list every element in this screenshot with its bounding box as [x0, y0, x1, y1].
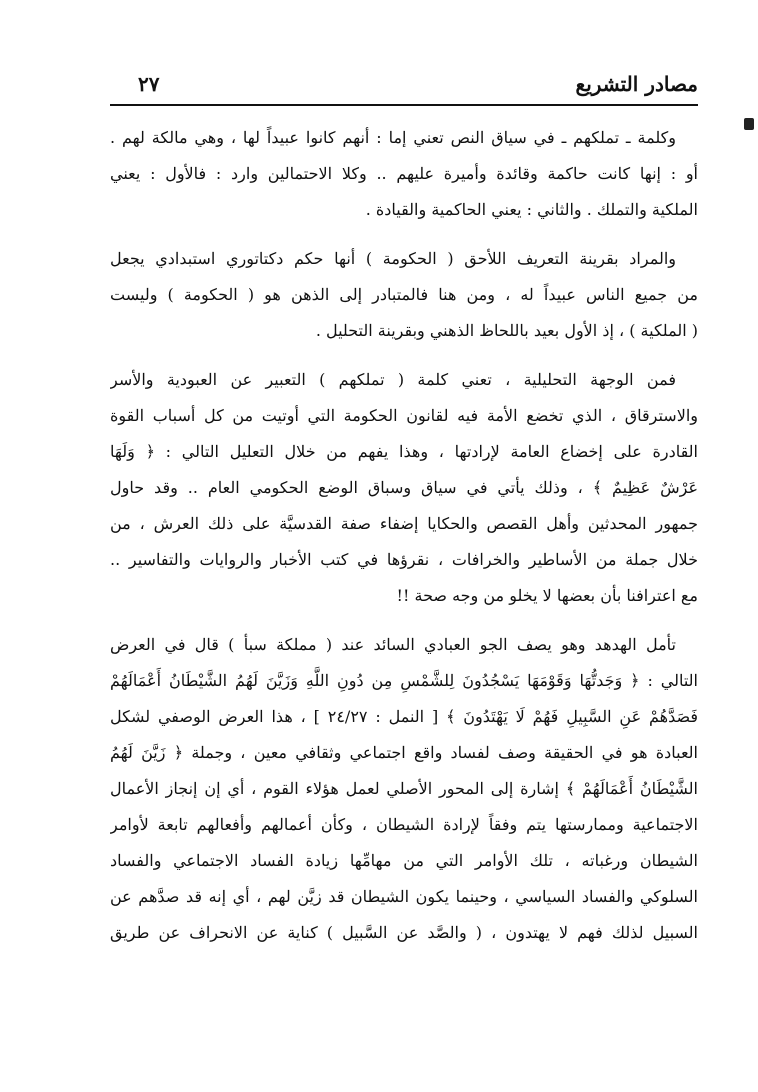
text-line: والاسترقاق ، الذي تخضع الأمة فيه لقانون الحكومة التي أوتيت من كل أسباب القوة	[110, 406, 698, 425]
text-line: ( الملكية ) ، إذ الأول بعيد باللحاظ الذهني وبقرينة التحليل .	[315, 321, 698, 340]
text-line: الشَّيْطَانُ أَعْمَالَهُمْ ﴾ إشارة إلى المحور الأصلي لعمل هؤلاء القوم ، أي إن إنجاز الأعمال	[110, 779, 698, 798]
text-line: مع اعترافنا بأن بعضها لا يخلو من وجه صحة !!	[396, 586, 698, 605]
text-line: الملكية والتملك . والثاني : يعني الحاكمية والقيادة .	[365, 200, 698, 219]
text-line: السلوكي والفساد السياسي ، وحينما يكون الشيطان قد زيَّن لهم ، أي إنه قد صدَّهم عن	[110, 887, 698, 906]
running-title: مصادر التشريع	[575, 72, 698, 96]
text-line: القادرة على إخضاع العامة لإرادتها ، وهذا يفهم من خلال التعليل التالي : ﴿ وَلَهَا	[110, 442, 698, 461]
text-line: التالي : ﴿ وَجَدتُّهَا وَقَوْمَهَا يَسْجُدُونَ لِلشَّمْسِ مِن دُونِ اللَّهِ وَزَيَّنَ لَهُمُ الشَّيْطَانُ أَعْمَالَهُمْ	[110, 671, 698, 690]
paragraph-2	[110, 241, 698, 349]
paragraph-1	[110, 120, 698, 228]
text-line: وكلمة ـ تملكهم ـ في سياق النص تعني إما : أنهم كانوا عبيداً لها ، وهي مالكة لهم .	[110, 128, 676, 147]
text-line: السبيل لذلك فهم لا يهتدون ، ( والصَّد عن السَّبيل ) كناية عن الانحراف عن طريق	[110, 923, 698, 942]
text-line: الاجتماعية وممارستها يتم وفقاً لإرادة الشيطان ، وكأن أعمالهم وأفعالهم تابعة لأوامر	[110, 815, 698, 834]
paragraph-4	[110, 627, 698, 951]
text-line: خلال جملة من الأساطير والخرافات ، نقرؤها في كتب الأخبار والروايات والتفاسير ..	[110, 550, 698, 569]
margin-mark	[744, 118, 754, 130]
text-line: جمهور المحدثين وأهل القصص والحكايا إضفاء صفة القدسيَّة على ذلك العرش ، من	[110, 514, 698, 533]
header-rule	[110, 104, 698, 106]
text-line: والمراد بقرينة التعريف اللأحق ( الحكومة ) أنها حكم دكتاتوري استبدادي يجعل	[110, 249, 676, 268]
text-line: العبادة هو في الحقيقة وصف لفساد واقع اجتماعي وثقافي معين ، وجملة ﴿ زَيَّنَ لَهُمُ	[110, 743, 698, 762]
text-line: أو : إنها كانت حاكمة وقائدة وأميرة عليهم .. وكلا الاحتمالين وارد : فالأول : يعني	[110, 164, 698, 183]
text-line: عَرْشٌ عَظِيمٌ ﴾ ، وذلك يأتي في سياق وسباق الوضع الحكومي العام .. وقد حاول	[110, 478, 698, 497]
page-number: ٢٧	[138, 72, 160, 96]
paragraph-3	[110, 362, 698, 614]
text-line: فمن الوجهة التحليلية ، تعني كلمة ( تملكهم ) التعبير عن العبودية والأسر	[110, 370, 676, 389]
text-line: الشيطان ورغباته ، تلك الأوامر التي من مهامِّها زيادة الفساد الاجتماعي والفساد	[110, 851, 698, 870]
text-line: فَصَدَّهُمْ عَنِ السَّبِيلِ فَهُمْ لَا يَهْتَدُونَ ﴾ [ النمل : ٢٤/٢٧ ] ، هذا العرض الوصفي لشكل	[110, 707, 698, 726]
running-header	[110, 68, 698, 102]
text-line: من جميع الناس عبيداً له ، ومن هنا فالمتبادر إلى الذهن هو ( الحكومة ) وليست	[110, 285, 698, 304]
body-text	[110, 120, 698, 964]
text-line: تأمل الهدهد وهو يصف الجو العبادي السائد عند ( مملكة سبأ ) قال في العرض	[110, 635, 676, 654]
